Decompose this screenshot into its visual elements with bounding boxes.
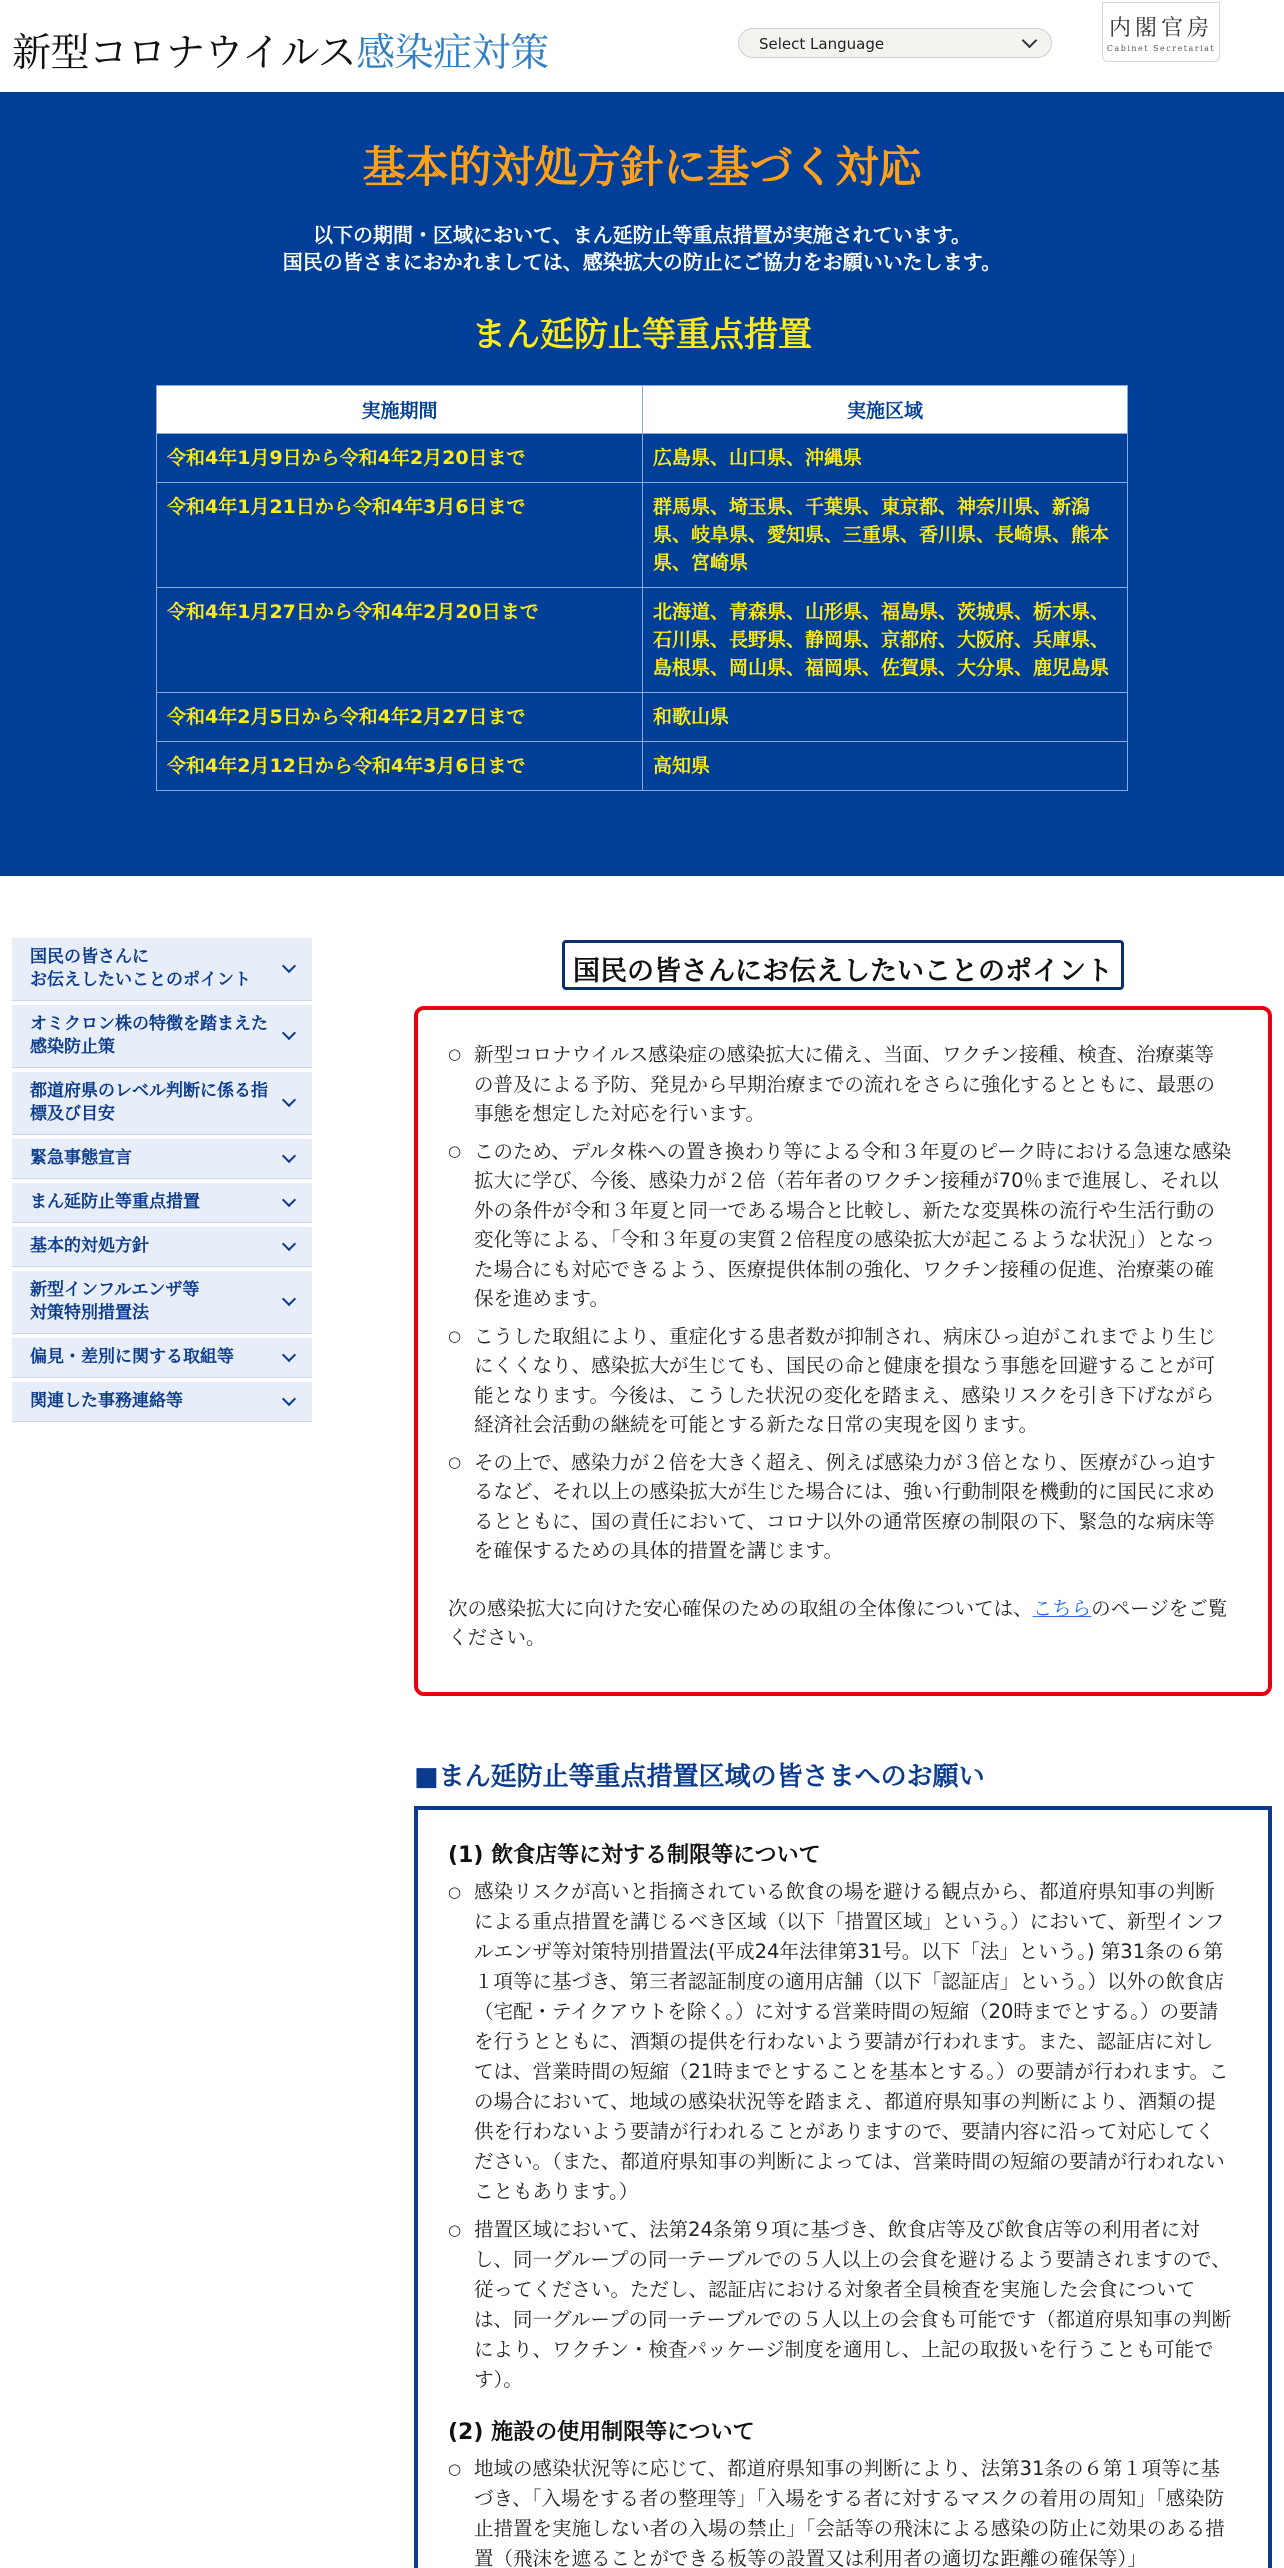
chevron-down-icon <box>282 959 296 973</box>
table-row <box>157 588 1128 693</box>
language-select-label: Select Language <box>759 35 885 53</box>
list-item: ○ 措置区域において、法第24条第９項に基づき、飲食店等及び飲食店等の利用者に対し、同一グループの同一テーブルでの５人以上の会食を避けるよう要請されますので、従ってください。ただし、認証店における対象者全員検査を実施した会食については、同一グループの同一テーブルでの５人以上の会食も可能です（都道府県知事の判断により、ワクチン・検査パッケージ制度を適用し、上記の取扱いを行うことも可能です）。 <box>448 2215 1232 2395</box>
table-row <box>157 483 1128 588</box>
cabinet-secretariat-logo[interactable] <box>1102 2 1220 62</box>
list-item: ○ こうした取組により、重症化する患者数が抑制され、病床ひっ迫がこれまでより生じにくくなり、感染拡大が生じても、国民の命と健康を損なう事態を回避することが可能となります。今後は、こうした状況の変化を踏まえ、感染リスクを引き下げながら経済社会活動の継続を可能とする新たな日常の実現を図ります。 <box>448 1322 1232 1440</box>
period-cell: 令和4年2月12日から令和4年3月6日まで <box>157 742 643 791</box>
sidebar-item-discrimination[interactable] <box>12 1338 312 1378</box>
area-cell: 北海道、青森県、山形県、福島県、茨城県、栃木県、石川県、長野県、静岡県、京都府、大阪府、兵庫県、島根県、岡山県、福岡県、佐賀県、大分県、鹿児島県 <box>643 588 1128 693</box>
chevron-down-icon <box>282 1391 296 1405</box>
sidebar-item-label: 緊急事態宣言 <box>30 1148 132 1168</box>
request-box <box>414 1806 1272 2568</box>
table-row <box>157 434 1128 483</box>
chevron-down-icon <box>1022 33 1038 49</box>
sidebar-item-label: 標及び目安 <box>30 1104 115 1124</box>
table-header-row <box>157 386 1128 434</box>
closing-text: 次の感染拡大に向けた安心確保のための取組の全体像については、 <box>448 1596 1033 1620</box>
sidebar-item-level-indicators[interactable] <box>12 1072 312 1135</box>
banner-intro-line: 国民の皆さまにおかれましては、感染拡大の防止にご協力をお願いいたします。 <box>282 250 1002 274</box>
points-box <box>414 1006 1272 1696</box>
area-cell: 広島県、山口県、沖縄県 <box>643 434 1128 483</box>
closing-text: のページをご覧ください。 <box>448 1596 1228 1649</box>
logo-en-text: Cabinet Secretariat <box>1106 44 1216 53</box>
chevron-down-icon <box>282 1236 296 1250</box>
sidebar-item-label: 偏見・差別に関する取組等 <box>30 1347 234 1367</box>
sidebar-item-priority-measures[interactable] <box>12 1183 312 1223</box>
points-heading: 国民の皆さんにお伝えしたいことのポイント <box>562 940 1124 990</box>
banner-intro-line: 以下の期間・区域において、まん延防止等重点措置が実施されています。 <box>313 223 971 247</box>
sidebar-item-label: お伝えしたいことのポイント <box>30 970 251 990</box>
sidebar-item-state-of-emergency[interactable] <box>12 1139 312 1179</box>
sidebar-item-label: 都道府県のレベル判断に係る指 <box>30 1081 268 1101</box>
sidebar-item-label: 感染防止策 <box>30 1037 115 1057</box>
area-cell: 和歌山県 <box>643 693 1128 742</box>
facility-request-list <box>448 2454 1232 2568</box>
side-navigation <box>12 938 312 1426</box>
chevron-down-icon <box>282 1192 296 1206</box>
sidebar-item-key-points[interactable] <box>12 938 312 1001</box>
list-item: ○ このため、デルタ株への置き換わり等による令和３年夏のピーク時における急速な感染拡大に学び、今後、感染力が２倍（若年者のワクチン接種が70％まで進展し、それ以外の条件が令和３年夏と同一である場合と比較し、新たな変異株の流行や生活行動の変化等による、「令和３年夏の実質２倍程度の感染拡大が起こるような状況」）となった場合にも対応できるよう、医療提供体制の強化、ワクチン接種の促進、治療薬の確保を進めます。 <box>448 1137 1232 1314</box>
sidebar-item-label: 基本的対処方針 <box>30 1236 149 1256</box>
site-title-main: 新型コロナウイルス <box>12 31 357 76</box>
section-title-restaurants: (1) 飲食店等に対する制限等について <box>448 1843 821 1868</box>
table-row <box>157 693 1128 742</box>
points-closing <box>448 1594 1232 1653</box>
sidebar-item-label: 国民の皆さんに <box>30 947 149 967</box>
period-cell: 令和4年1月27日から令和4年2月20日まで <box>157 588 643 693</box>
sidebar-item-basic-policy[interactable] <box>12 1227 312 1267</box>
period-cell: 令和4年2月5日から令和4年2月27日まで <box>157 693 643 742</box>
site-title-accent: 感染症対策 <box>356 31 549 76</box>
language-select[interactable] <box>738 28 1052 58</box>
chevron-down-icon <box>282 1148 296 1162</box>
list-item: ○ 地域の感染状況等に応じて、都道府県知事の判断により、法第31条の６第１項等に基づき、「入場をする者の整理等」「入場をする者に対するマスクの着用の周知」「感染防止措置を実施しない者の入場の禁止」「会話等の飛沫による感染の防止に効果のある措置（飛沫を遮ることができる板等の設置又は利用者の適切な距離の確保等）」 <box>448 2454 1232 2568</box>
area-cell: 群馬県、埼玉県、千葉県、東京都、神奈川県、新潟県、岐阜県、愛知県、三重県、香川県、長崎県、熊本県、宮崎県 <box>643 483 1128 588</box>
chevron-down-icon <box>282 1292 296 1306</box>
sidebar-item-label: 対策特別措置法 <box>30 1303 149 1323</box>
list-item: ○ 新型コロナウイルス感染症の感染拡大に備え、当面、ワクチン接種、検査、治療薬等の普及による予防、発見から早期治療までの流れをさらに強化するとともに、最悪の事態を想定した対応を行います。 <box>448 1040 1232 1129</box>
sidebar-item-label: 関連した事務連絡等 <box>30 1391 183 1411</box>
list-item: ○ その上で、感染力が２倍を大きく超え、例えば感染力が３倍となり、医療がひっ迫するなど、それ以上の感染拡大が生じた場合には、強い行動制限を機動的に国民に求めるとともに、国の責任において、コロナ以外の通常医療の制限の下、緊急的な病床等を確保するための具体的措置を講じます。 <box>448 1448 1232 1566</box>
restaurant-request-list <box>448 1877 1232 2395</box>
chevron-down-icon <box>282 1026 296 1040</box>
area-cell: 高知県 <box>643 742 1128 791</box>
sidebar-item-omicron-measures[interactable] <box>12 1005 312 1068</box>
column-header-area: 実施区域 <box>643 386 1128 434</box>
details-link[interactable]: こちら <box>1032 1596 1092 1620</box>
banner-intro <box>0 222 1284 276</box>
sidebar-item-label: オミクロン株の特徴を踏まえた <box>30 1014 268 1034</box>
banner-subtitle: まん延防止等重点措置 <box>472 315 812 355</box>
measures-table <box>156 385 1128 791</box>
site-header <box>0 0 1284 92</box>
banner-title: 基本的対処方針に基づく対応 <box>362 143 922 193</box>
period-cell: 令和4年1月21日から令和4年3月6日まで <box>157 483 643 588</box>
sidebar-item-label: まん延防止等重点措置 <box>30 1192 200 1212</box>
sidebar-item-special-measures-act[interactable] <box>12 1271 312 1334</box>
site-title[interactable] <box>12 22 549 78</box>
response-banner <box>0 92 1284 876</box>
request-heading: ■まん延防止等重点措置区域の皆さまへのお願い <box>414 1762 985 1792</box>
chevron-down-icon <box>282 1093 296 1107</box>
sidebar-item-notices[interactable] <box>12 1382 312 1422</box>
list-item: ○ 感染リスクが高いと指摘されている飲食の場を避ける観点から、都道府県知事の判断による重点措置を講じるべき区域（以下「措置区域」という。）において、新型インフルエンザ等対策特別措置法(平成24年法律第31号。以下「法」という。) 第31条の６第１項等に基づき、第三者認証制度の適用店舗（以下「認証店」という。）以外の飲食店（宅配・テイクアウトを除く。）に対する営業時間の短縮（20時までとする。）の要請を行うとともに、酒類の提供を行わないよう要請が行われます。また、認証店に対しては、営業時間の短縮（21時までとすることを基本とする。）の要請が行われます。この場合において、地域の感染状況等を踏まえ、都道府県知事の判断により、酒類の提供を行わないよう要請が行われることがありますので、要請内容に沿って対応してください。（また、都道府県知事の判断によっては、営業時間の短縮の要請が行われないこともあります。） <box>448 1877 1232 2207</box>
column-header-period: 実施期間 <box>157 386 643 434</box>
logo-jp-text: 内閣官房 <box>1108 16 1213 41</box>
table-row <box>157 742 1128 791</box>
period-cell: 令和4年1月9日から令和4年2月20日まで <box>157 434 643 483</box>
points-list <box>448 1040 1232 1566</box>
sidebar-item-label: 新型インフルエンザ等 <box>30 1280 200 1300</box>
chevron-down-icon <box>282 1347 296 1361</box>
section-title-facilities: (2) 施設の使用制限等について <box>448 2420 755 2445</box>
